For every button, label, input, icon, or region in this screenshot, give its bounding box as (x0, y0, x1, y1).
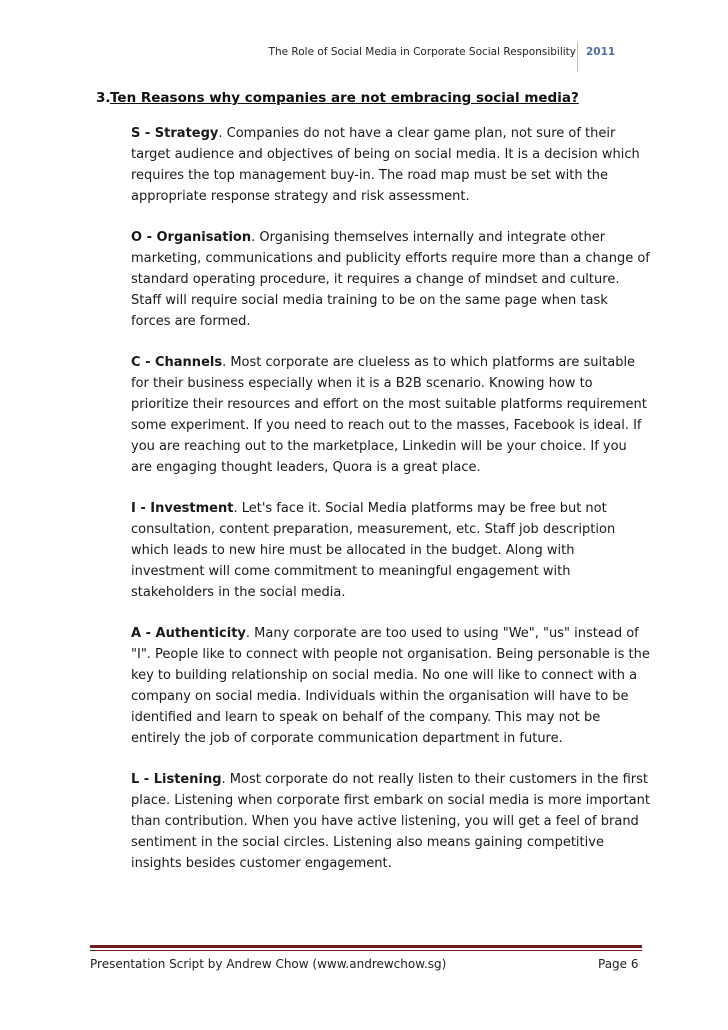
reason-organisation (131, 227, 651, 332)
reason-label: S - Strategy (131, 126, 219, 141)
reason-authenticity (131, 623, 651, 749)
header-title: The Role of Social Media in Corporate Social Responsibility (268, 46, 576, 58)
footer-rule-thin (90, 950, 642, 951)
reason-investment (131, 498, 651, 603)
reason-text: . Let's face it. Social Media platforms may be free but not consultation, content preparation, measurement, etc. Staff job description which leads to new hire must be allocated in the budget. Along with investment will come commitment to meaningful engagement with stakeholders in the social media. (131, 501, 616, 600)
reason-label: L - Listening (131, 772, 222, 787)
reason-text: . Organising themselves internally and integrate other marketing, communications and publicity efforts require more than a change of standard operating procedure, it requires a change of mindset and culture. Staff will require social media training to be on the same page when task forces are formed. (131, 230, 650, 329)
reason-label: O - Organisation (131, 230, 252, 245)
reason-text: . Many corporate are too used to using "We", "us" instead of "I". People like to connect with people not organisation. Being personable is the key to building relationship on social media. No one will like to connect with a company on social media. Individuals within the organisation will have to be identified and learn to speak on behalf of the company. This may not be entirely the job of corporate communication department in future. (131, 626, 650, 746)
reason-text: . Most corporate are clueless as to which platforms are suitable for their business especially when it is a B2B scenario. Knowing how to prioritize their resources and effort on the most suitable platforms requirement some experiment. If you need to reach out to the masses, Facebook is ideal. If you are reaching out to the marketplace, Linkedin will be your choice. If you are engaging thought leaders, Quora is a great place. (131, 355, 647, 475)
reason-text: . Most corporate do not really listen to their customers in the first place. Listening when corporate first embark on social media is more important than contribution. When you have active listening, you will get a feel of brand sentiment in the social circles. Listening also means gaining competitive insights besides customer engagement. (131, 772, 650, 871)
reason-strategy (131, 123, 651, 207)
reason-label: C - Channels (131, 355, 223, 370)
reasons-list (131, 123, 651, 894)
section-heading (96, 90, 579, 106)
footer-credit: Presentation Script by Andrew Chow (www.andrewchow.sg) (90, 957, 447, 971)
reason-listening (131, 769, 651, 874)
reason-label: I - Investment (131, 501, 234, 516)
footer-rule-thick (90, 945, 642, 948)
section-title: Ten Reasons why companies are not embracing social media? (110, 90, 579, 106)
reason-channels (131, 352, 651, 478)
page-header (0, 42, 728, 76)
reason-text: . Companies do not have a clear game plan, not sure of their target audience and objectives of being on social media. It is a decision which requires the top management buy-in. The road map must be set with the appropriate response strategy and risk assessment. (131, 126, 640, 204)
page-number: Page 6 (598, 957, 639, 971)
page-footer (0, 945, 728, 985)
header-divider (577, 42, 578, 72)
section-number: 3. (96, 90, 111, 106)
reason-label: A - Authenticity (131, 626, 246, 641)
header-year: 2011 (586, 46, 616, 58)
